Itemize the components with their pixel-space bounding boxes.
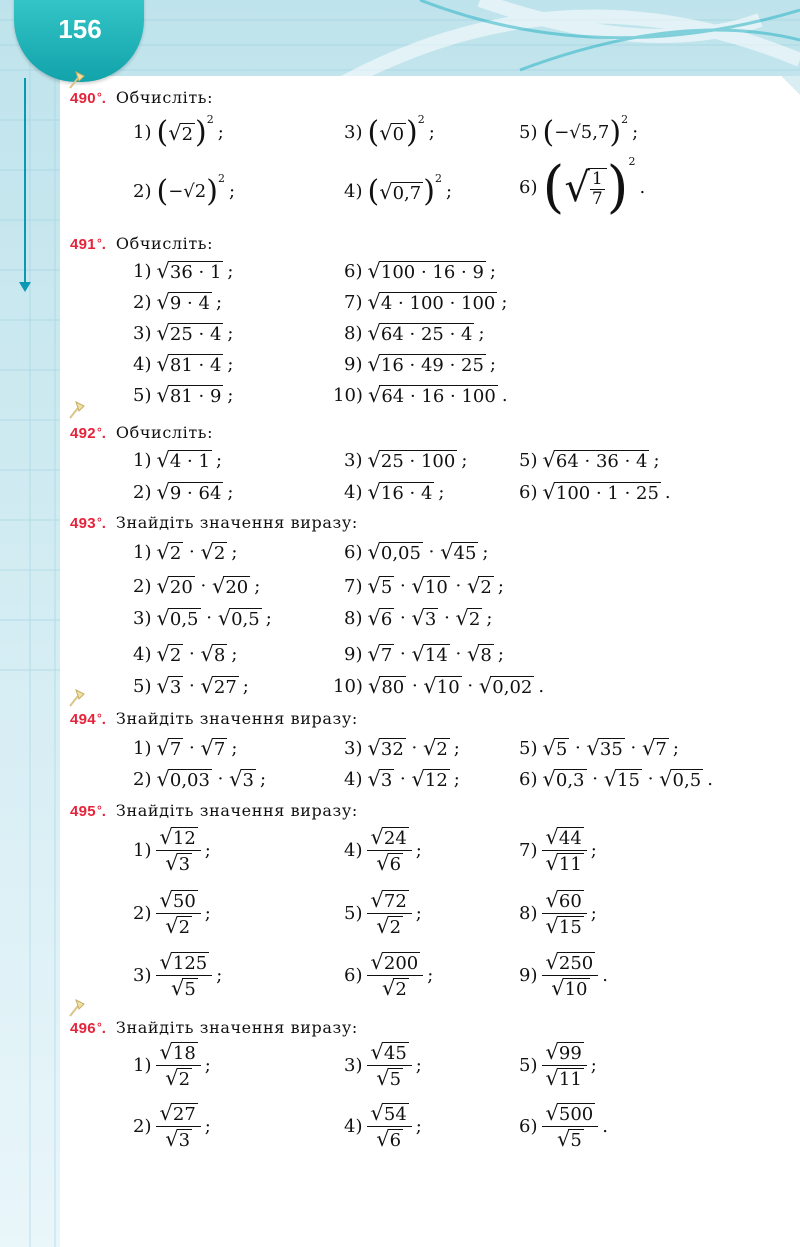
item-490-3: 3) $(√0)^2$; bbox=[344, 113, 435, 150]
exercise-492-header: 492°. Обчисліть: bbox=[70, 423, 214, 442]
item-494-6: 6) √0,3 · √15 · √0,5 . bbox=[519, 767, 713, 791]
item-495-7: 7) $\frac{√44}{√11}$ ; bbox=[519, 825, 597, 875]
item-491-3: 3) √25 · 4 ; bbox=[133, 321, 234, 345]
lamp-icon bbox=[66, 686, 88, 708]
exercise-490-header: 490°. Обчисліть: bbox=[70, 88, 214, 107]
item-493-6: 6) √0,05 · √45 ; bbox=[344, 540, 489, 564]
item-492-1: 1) √4 · 1 ; bbox=[133, 448, 223, 472]
lamp-icon bbox=[66, 68, 88, 90]
exercise-493-header: 493°. Знайдіть значення виразу: bbox=[70, 513, 358, 532]
margin-arrow bbox=[24, 78, 26, 288]
lamp-icon bbox=[66, 398, 88, 420]
item-491-1: 1) √36 · 1 ; bbox=[133, 259, 234, 283]
exercise-number: 490 bbox=[70, 90, 96, 107]
item-493-10: 10) √80 · √10 · √0,02 . bbox=[333, 674, 545, 698]
item-495-3: 3) $\frac{√125}{√5}$ ; bbox=[133, 950, 223, 1000]
item-494-3: 3) √32 · √2 ; bbox=[344, 736, 460, 760]
item-490-4: 4) $(√0,7)^2$; bbox=[344, 172, 453, 209]
item-495-6: 6) $\frac{√200}{√2}$ ; bbox=[344, 950, 434, 1000]
item-496-2: 2) $\frac{√27}{√3}$ ; bbox=[133, 1101, 211, 1151]
exercise-491-header: 491°. Обчисліть: bbox=[70, 234, 214, 253]
item-492-3: 3) √25 · 100 ; bbox=[344, 448, 468, 472]
item-493-9: 9) √7 · √14 · √8 ; bbox=[344, 642, 504, 666]
item-493-2: 2) √20 · √20 ; bbox=[133, 574, 261, 598]
item-491-2: 2) √9 · 4 ; bbox=[133, 290, 223, 314]
lamp-icon bbox=[66, 996, 88, 1018]
item-492-5: 5) √64 · 36 · 4 ; bbox=[519, 448, 660, 472]
item-496-3: 3) $\frac{√45}{√5}$ ; bbox=[344, 1040, 422, 1090]
item-491-4: 4) √81 · 4 ; bbox=[133, 352, 234, 376]
item-493-8: 8) √6 · √3 · √2 ; bbox=[344, 606, 493, 630]
item-493-3: 3) √0,5 · √0,5 ; bbox=[133, 606, 272, 630]
item-496-6: 6) $\frac{√500}{√5}$ . bbox=[519, 1101, 608, 1151]
item-495-2: 2) $\frac{√50}{√2}$ ; bbox=[133, 888, 211, 938]
item-491-8: 8) √64 · 25 · 4 ; bbox=[344, 321, 485, 345]
exercise-494-header: 494°. Знайдіть значення виразу: bbox=[70, 709, 358, 728]
item-496-5: 5) $\frac{√99}{√11}$ ; bbox=[519, 1040, 597, 1090]
page-number: 156 bbox=[58, 14, 102, 44]
item-495-4: 4) $\frac{√24}{√6}$ ; bbox=[344, 825, 422, 875]
item-492-6: 6) √100 · 1 · 25 . bbox=[519, 480, 671, 504]
exercise-496-header: 496°. Знайдіть значення виразу: bbox=[70, 1018, 358, 1037]
item-493-1: 1) √2 · √2 ; bbox=[133, 540, 238, 564]
item-492-4: 4) √16 · 4 ; bbox=[344, 480, 445, 504]
item-494-1: 1) √7 · √7 ; bbox=[133, 736, 238, 760]
item-495-5: 5) $\frac{√72}{√2}$ ; bbox=[344, 888, 422, 938]
item-491-9: 9) √16 · 49 · 25 ; bbox=[344, 352, 496, 376]
item-491-6: 6) √100 · 16 · 9 ; bbox=[344, 259, 496, 283]
item-493-4: 4) √2 · √8 ; bbox=[133, 642, 238, 666]
item-495-9: 9) $\frac{√250}{√10}$ . bbox=[519, 950, 608, 1000]
item-490-2: 2) $(-√2)^2$; bbox=[133, 172, 236, 209]
item-494-4: 4) √3 · √12 ; bbox=[344, 767, 460, 791]
item-490-5: 5) $(-√5,7)^2$; bbox=[519, 113, 639, 150]
item-491-10: 10) √64 · 16 · 100 . bbox=[333, 383, 508, 407]
item-490-6: 6)(√ $\frac{1}{7}$ )$^2$. bbox=[519, 155, 646, 220]
item-495-8: 8) $\frac{√60}{√15}$ ; bbox=[519, 888, 597, 938]
item-491-7: 7) √4 · 100 · 100 ; bbox=[344, 290, 508, 314]
exercise-495-header: 495°. Знайдіть значення виразу: bbox=[70, 801, 358, 820]
item-495-1: 1) $\frac{√12}{√3}$ ; bbox=[133, 825, 211, 875]
item-491-5: 5) √81 · 9 ; bbox=[133, 383, 234, 407]
item-496-1: 1) $\frac{√18}{√2}$ ; bbox=[133, 1040, 211, 1090]
item-494-2: 2) √0,03 · √3 ; bbox=[133, 767, 267, 791]
item-493-7: 7) √5 · √10 · √2 ; bbox=[344, 574, 504, 598]
item-496-4: 4) $\frac{√54}{√6}$ ; bbox=[344, 1101, 422, 1151]
item-492-2: 2) √9 · 64 ; bbox=[133, 480, 234, 504]
item-494-5: 5) √5 · √35 · √7 ; bbox=[519, 736, 679, 760]
item-493-5: 5) √3 · √27 ; bbox=[133, 674, 249, 698]
item-490-1: 1) $(√2)^2$; bbox=[133, 113, 224, 150]
exercise-title: Обчисліть: bbox=[115, 88, 214, 107]
